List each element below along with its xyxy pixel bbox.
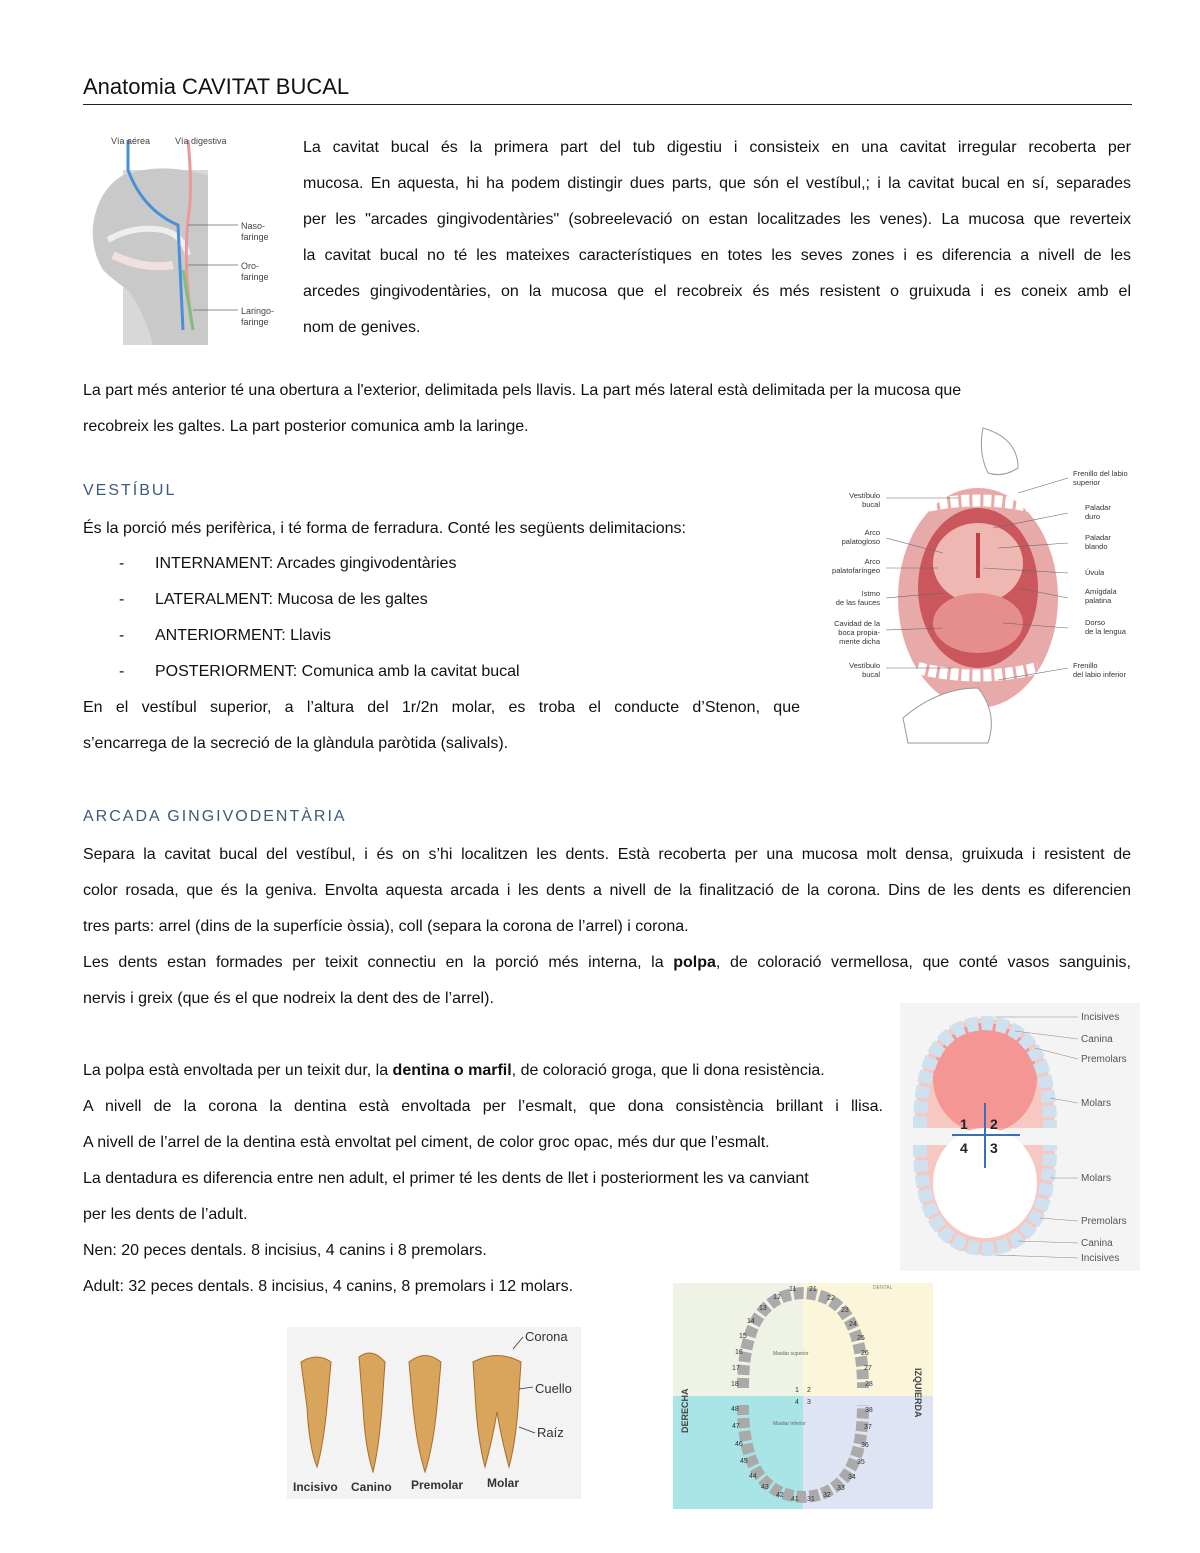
tooth-number: 44: [749, 1473, 757, 1480]
tooth-name: Incisivo: [293, 1480, 338, 1494]
tooth-number: 17: [732, 1365, 740, 1372]
label-laringo-2: faringe: [241, 317, 269, 327]
airway-figure: [83, 130, 283, 348]
tooth-number: 11: [789, 1286, 797, 1293]
arcada-line: tres parts: arrel (dins de la superfície òssia), coll (separa la corona de l’arrel) i corona.: [83, 918, 689, 935]
dentina-post: , de coloració groga, que li dona resistència.: [511, 1062, 825, 1079]
list-item-text: LATERALMENT: Mucosa de les galtes: [155, 591, 428, 608]
tooth-part-label: Corona: [525, 1329, 568, 1344]
dental-arches-illustration: [900, 1003, 1140, 1271]
tooth-number: 34: [848, 1474, 856, 1481]
mouth-label-right: Paladar: [1085, 533, 1111, 542]
mouth-label-right: Úvula: [1085, 568, 1105, 577]
mouth-label-left: bucal: [862, 670, 880, 679]
corner-label: DENTAL: [873, 1285, 893, 1291]
list-dash: -: [119, 663, 125, 680]
tooth-part-label: Raíz: [537, 1425, 564, 1440]
list-item-text: INTERNAMENT: Arcades gingivodentàries: [155, 555, 457, 572]
arcada-line: color rosada, que és la geniva. Envolta aquesta arcada i les dents a nivell de la finalització de la corona. Dins de les dents es diferencien: [83, 882, 1131, 899]
mouth-label-left: Cavidad de la: [834, 619, 880, 628]
dentina-line: A nivell de l’arrel de la dentina està envoltat pel ciment, de color groc opac, més dur que l’esmalt.: [83, 1134, 770, 1151]
dentina-line: La dentadura es diferencia entre nen adult, el primer té les dents de llet i posteriorment les va canviant: [83, 1170, 809, 1187]
tooth-number: 42: [776, 1492, 784, 1499]
tooth-number: 48: [731, 1406, 739, 1413]
tooth-name: Premolar: [411, 1478, 464, 1492]
mouth-label-left: Vestíbulo: [849, 491, 880, 500]
maxilar-inferior-label: Maxilar inferior: [773, 1421, 806, 1427]
intro-line: mucosa. En aquesta, hi ha podem distingir dues parts, que són el vestíbul,; i la cavitat bucal en sí, separades: [303, 175, 1131, 192]
dentina-line: A nivell de la corona la dentina està envoltada per l’esmalt, que dona consistència brillant i llisa.: [83, 1098, 883, 1115]
tooth-types-figure: [287, 1327, 581, 1499]
tooth-part-label: Cuello: [535, 1381, 572, 1396]
dentina-bold: dentina o marfil: [392, 1062, 512, 1079]
label-via-digestiva: Vía digestiva: [175, 136, 227, 146]
center-number: 4: [795, 1399, 799, 1406]
tooth-number: 24: [849, 1321, 857, 1328]
mouth-label-right: Frenillo: [1073, 661, 1098, 670]
dentina-line: [83, 1053, 883, 1089]
arch-label: Incisives: [1081, 1253, 1120, 1264]
mouth-label-left: de las fauces: [835, 598, 880, 607]
label-naso-2: faringe: [241, 232, 269, 242]
polpa-line-2: nervis i greix (que és el que nodreix la dent des de l’arrel).: [83, 990, 494, 1007]
mouth-label-right: Frenillo del labio: [1073, 469, 1128, 478]
mouth-label-right: duro: [1085, 512, 1101, 521]
polpa-bold: polpa: [673, 954, 716, 971]
tooth-number: 36: [861, 1442, 869, 1449]
center-number: 2: [807, 1387, 811, 1394]
center-number: 3: [807, 1399, 811, 1406]
dental-arches-figure: [900, 1003, 1140, 1271]
tooth-number: 31: [807, 1496, 815, 1503]
tooth-number: 18: [731, 1381, 739, 1388]
polpa-pre: Les dents estan formades per teixit connectiu en la porció més interna, la: [83, 954, 674, 971]
mouth-label-right: blando: [1085, 542, 1108, 551]
dentina-paragraph: [83, 1053, 883, 1305]
mouth-label-right: Amígdala: [1085, 587, 1117, 596]
arch-label: Molars: [1081, 1173, 1112, 1184]
mouth-label-left: palatogloso: [841, 537, 880, 546]
list-item-text: POSTERIORMENT: Comunica amb la cavitat bucal: [155, 663, 520, 680]
quadrant-number: 3: [990, 1140, 998, 1156]
tooth-number: 22: [827, 1295, 835, 1302]
anterior-line: recobreix les galtes. La part posterior comunica amb la laringe.: [83, 418, 529, 435]
tooth-types-illustration: [287, 1327, 581, 1499]
intro-line: la cavitat bucal no té les mateixes característiques en totes les seves zones i es diferencia a nivell de les: [303, 247, 1131, 264]
tooth-number: 13: [759, 1305, 767, 1312]
list-dash: -: [119, 555, 125, 572]
intro-line: arcedes gingivodentàries, on la mucosa que el recobreix és més resistent o gruixuda i es coneix amb el: [303, 283, 1131, 300]
label-laringo: Laringo-: [241, 306, 275, 316]
polpa-line: [83, 945, 1131, 981]
label-oro: Oro-: [241, 261, 259, 271]
list-dash: -: [119, 591, 125, 608]
mouth-label-left: Istmo: [861, 589, 880, 598]
arcada-paragraph: [83, 837, 1131, 1017]
tooth-number: 47: [732, 1423, 740, 1430]
oral-cavity-illustration: [818, 418, 1140, 748]
tooth-number: 12: [773, 1294, 781, 1301]
list-item: [119, 654, 769, 690]
tooth-number: 21: [809, 1286, 817, 1293]
mouth-label-left: Arco: [864, 557, 880, 566]
tooth-number: 16: [735, 1349, 743, 1356]
arch-label: Incisives: [1081, 1012, 1120, 1023]
mouth-label-right: de la lengua: [1085, 627, 1126, 636]
vestibul-list: [119, 546, 769, 690]
tooth-name: Molar: [487, 1476, 520, 1490]
center-number: 1: [795, 1387, 799, 1394]
mouth-label-right: superior: [1073, 478, 1101, 487]
quadrant-number: 4: [960, 1140, 968, 1156]
tooth-number: 15: [739, 1333, 747, 1340]
tooth-numbering-illustration: [673, 1283, 933, 1509]
mouth-label-left: boca propia-: [838, 628, 880, 637]
intro-paragraph: [303, 130, 1131, 346]
tooth-number: 33: [837, 1485, 845, 1492]
tooth-number: 43: [761, 1484, 769, 1491]
tooth-number: 37: [864, 1424, 872, 1431]
tooth-number: 32: [823, 1492, 831, 1499]
dentina-line: Nen: 20 peces dentals. 8 incisius, 4 canins i 8 premolars.: [83, 1242, 487, 1259]
stenon-line: En el vestíbul superior, a l’altura del 1r/2n molar, es troba el conducte d’Stenon, que: [83, 699, 800, 716]
arch-label: Canina: [1081, 1034, 1113, 1045]
list-dash: -: [119, 627, 125, 644]
intro-line: nom de genives.: [303, 319, 421, 336]
label-via-aerea: Vía aérea: [111, 136, 151, 146]
tooth-number: 35: [857, 1459, 865, 1466]
arch-label: Premolars: [1081, 1216, 1127, 1227]
quadrant-number: 1: [960, 1116, 968, 1132]
mouth-label-right: Paladar: [1085, 503, 1111, 512]
tooth-number: 14: [747, 1318, 755, 1325]
vestibul-intro: És la porció més perifèrica, i té forma de ferradura. Conté les següents delimitacions:: [83, 520, 686, 537]
polpa-post: , de coloració vermellosa, que conté vasos sanguinis,: [715, 954, 1132, 971]
mouth-label-left: mente dicha: [839, 637, 880, 646]
side-label-left: DERECHA: [680, 1388, 690, 1433]
mouth-label-left: Arco: [864, 528, 880, 537]
tooth-number: 38: [865, 1407, 873, 1414]
tooth-number: 28: [865, 1381, 873, 1388]
list-item: [119, 546, 769, 582]
mouth-label-left: palatofaríngeo: [832, 566, 880, 575]
tooth-number: 26: [861, 1350, 869, 1357]
arch-label: Canina: [1081, 1238, 1113, 1249]
mouth-label-right: palatina: [1085, 596, 1112, 605]
list-item-text: ANTERIORMENT: Llavis: [155, 627, 332, 644]
dentina-pre: La polpa està envoltada per un teixit dur, la: [83, 1062, 393, 1079]
label-oro-2: faringe: [241, 272, 269, 282]
intro-line: per les "arcades gingivodentàries" (sobreelevació on estan localitzades les venes). La mucosa que reverteix: [303, 211, 1131, 228]
oral-cavity-figure: [818, 418, 1140, 748]
stenon-line: s’encarrega de la secreció de la glàndula paròtida (salivals).: [83, 735, 509, 752]
tooth-number: 25: [857, 1335, 865, 1342]
tooth-number: 45: [740, 1458, 748, 1465]
mouth-label-right: Dorso: [1085, 618, 1106, 627]
side-label-right: IZQUIERDA: [913, 1368, 923, 1418]
list-item: [119, 618, 769, 654]
maxilar-superior-label: Maxilar superior: [773, 1351, 809, 1357]
mouth-label-left: bucal: [862, 500, 880, 509]
intro-line: La cavitat bucal és la primera part del tub digestiu i consisteix en una cavitat irregular recoberta per: [303, 139, 1131, 156]
airway-illustration: [83, 130, 283, 348]
tooth-number: 46: [735, 1441, 743, 1448]
page-title: Anatomia CAVITAT BUCAL: [83, 74, 1132, 105]
tooth-number: 27: [864, 1365, 872, 1372]
arch-label: Molars: [1081, 1098, 1112, 1109]
dentina-line: Adult: 32 peces dentals. 8 incisius, 4 canins, 8 premolars i 12 molars.: [83, 1278, 574, 1295]
anterior-line: La part més anterior té una obertura a l'exterior, delimitada pels llavis. La part més lateral està delimitada per la mucosa que: [83, 382, 962, 399]
list-item: [119, 582, 769, 618]
tooth-number: 41: [791, 1496, 799, 1503]
arcada-line: Separa la cavitat bucal del vestíbul, i és on s’hi localitzen les dents. Està recoberta per una mucosa molt densa, gruixuda i resistent de: [83, 846, 1131, 863]
tooth-number: 23: [841, 1307, 849, 1314]
quadrant-number: 2: [990, 1116, 998, 1132]
mouth-label-right: del labio inferior: [1073, 670, 1126, 679]
arcada-heading: ARCADA GINGIVODENTÀRIA: [83, 808, 347, 825]
label-naso: Naso-: [241, 221, 266, 231]
tooth-name: Canino: [351, 1480, 392, 1494]
arch-label: Premolars: [1081, 1054, 1127, 1065]
stenon-paragraph: [83, 690, 800, 762]
mouth-label-left: Vestíbulo: [849, 661, 880, 670]
vestibul-heading: VESTÍBUL: [83, 482, 177, 499]
tooth-numbering-figure: [673, 1283, 933, 1509]
dentina-line: per les dents de l’adult.: [83, 1206, 248, 1223]
